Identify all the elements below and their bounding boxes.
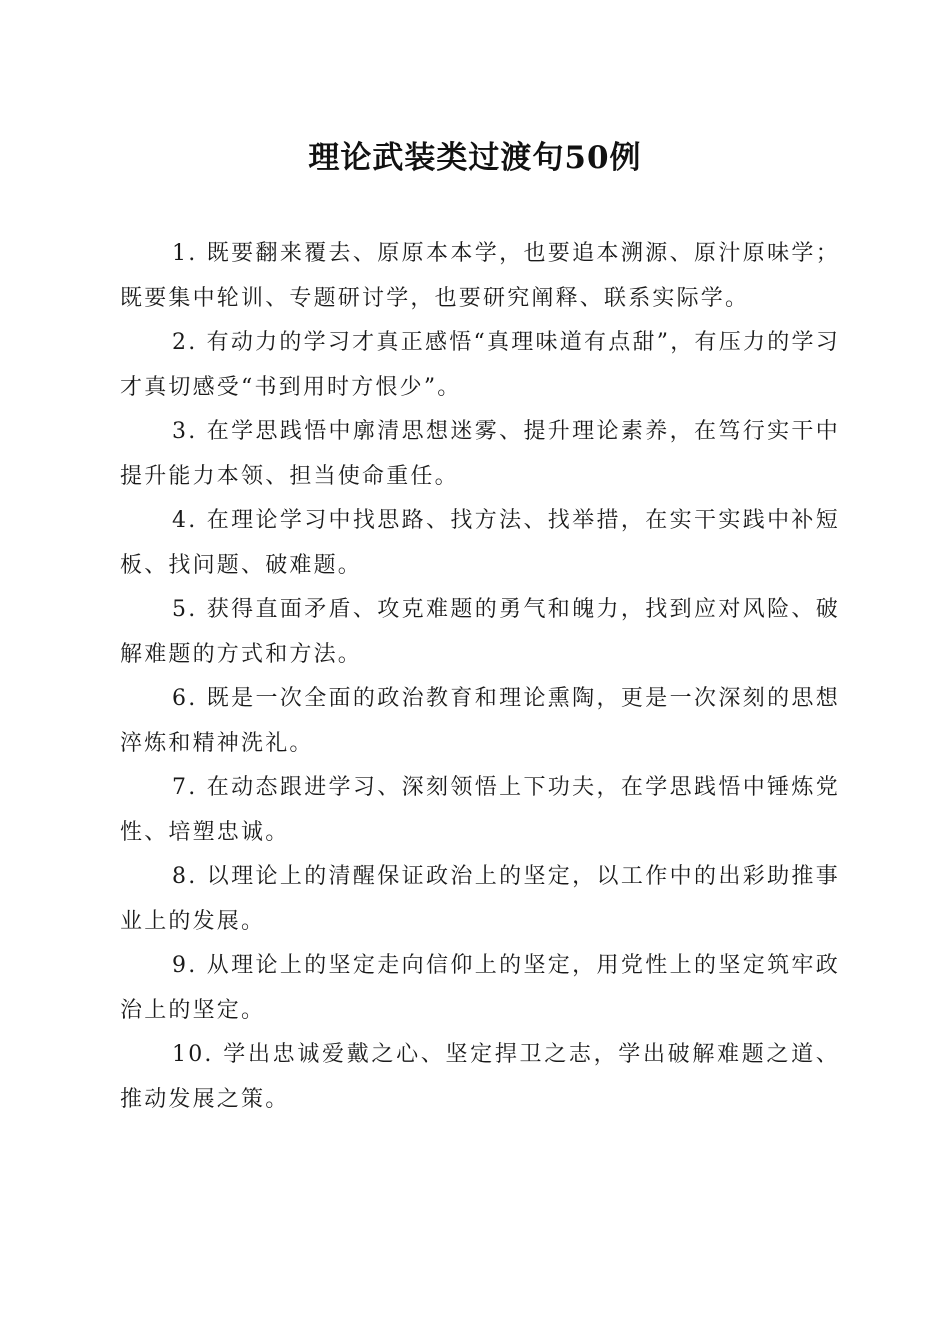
list-item: 6. 既是一次全面的政治教育和理论熏陶，更是一次深刻的思想淬炼和精神洗礼。 (120, 686, 840, 756)
list-item: 1. 既要翻来覆去、原原本本学，也要追本溯源、原汁原味学；既要集中轮训、专题研讨学，也要研究阐释、联系实际学。 (120, 241, 840, 311)
list-item: 4. 在理论学习中找思路、找方法、找举措，在实干实践中补短板、找问题、破难题。 (120, 508, 840, 578)
list-item: 8. 以理论上的清醒保证政治上的坚定，以工作中的出彩助推事业上的发展。 (120, 864, 840, 934)
list-item: 7. 在动态跟进学习、深刻领悟上下功夫，在学思践悟中锤炼党性、培塑忠诚。 (120, 775, 840, 845)
list-item: 2. 有动力的学习才真正感悟“真理味道有点甜”，有压力的学习才真切感受“书到用时方恨少”。 (120, 330, 840, 400)
document-body (120, 232, 840, 1122)
list-item: 3. 在学思践悟中廓清思想迷雾、提升理论素养，在笃行实干中提升能力本领、担当使命重任。 (120, 419, 840, 489)
document-title: 理论武装类过渡句50例 (308, 140, 642, 176)
list-item: 5. 获得直面矛盾、攻克难题的勇气和魄力，找到应对风险、破解难题的方式和方法。 (120, 597, 840, 667)
list-item: 10. 学出忠诚爱戴之心、坚定捍卫之志，学出破解难题之道、推动发展之策。 (120, 1042, 840, 1112)
list-item: 9. 从理论上的坚定走向信仰上的坚定，用党性上的坚定筑牢政治上的坚定。 (120, 953, 840, 1023)
